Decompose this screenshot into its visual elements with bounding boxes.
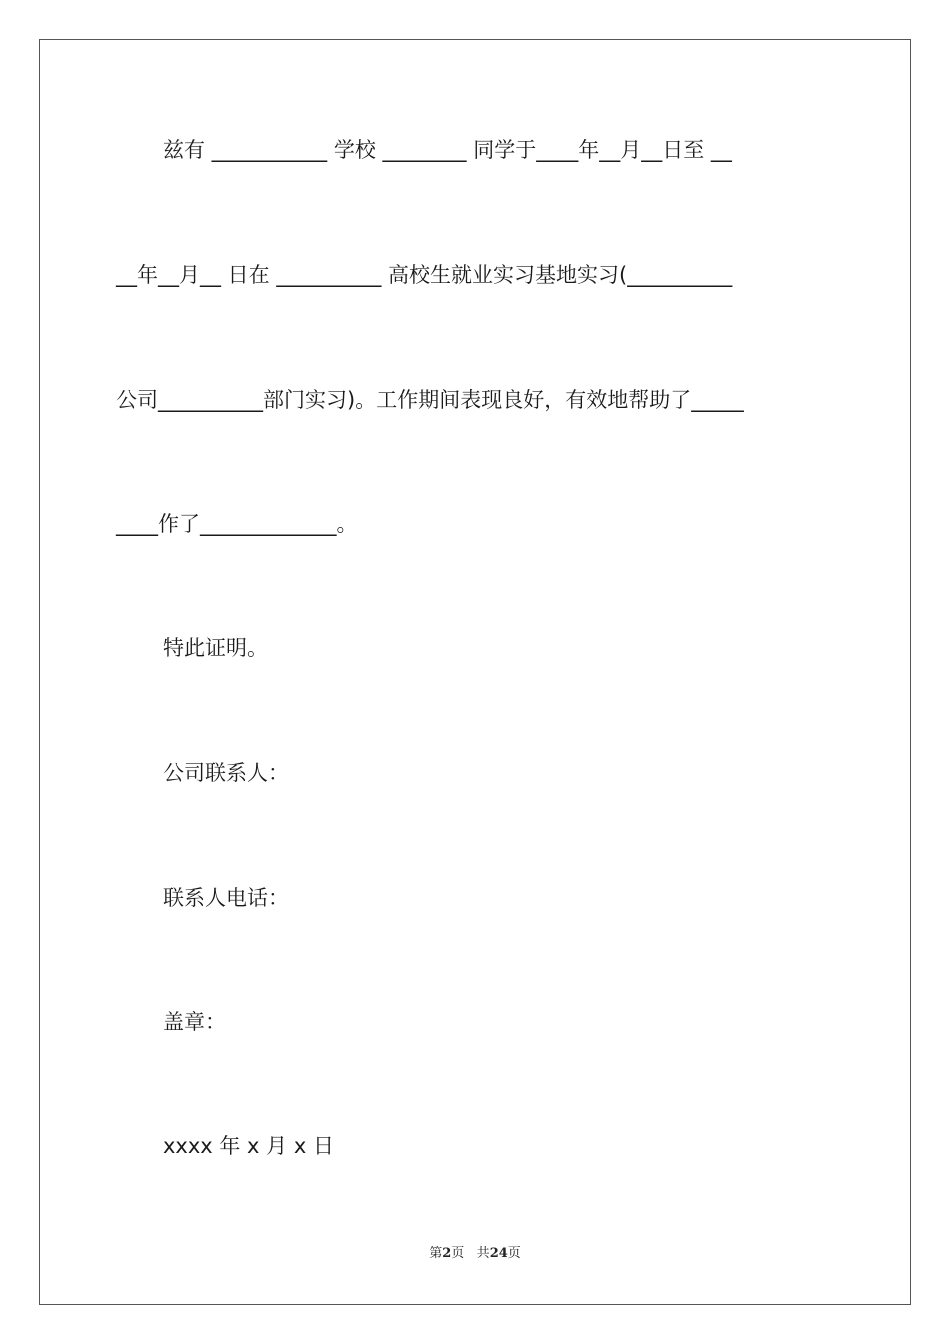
paragraph-line-1: 兹有 ___________ 学校 ________ 同学于____年__月__日至 __ xyxy=(163,138,732,162)
certification-text: 特此证明。 xyxy=(163,636,268,660)
total-prefix: 共 xyxy=(476,1246,490,1261)
paragraph-line-3: 公司__________部门实习)。工作期间表现良好，有效地帮助了_____ xyxy=(116,388,744,412)
company-contact-label: 公司联系人： xyxy=(163,761,289,785)
page-frame xyxy=(39,39,911,1305)
page-suffix: 页 xyxy=(451,1246,465,1261)
contact-phone-label: 联系人电话： xyxy=(163,886,289,910)
paragraph-line-2: __年__月__ 日在 __________ 高校生就业实习基地实习(__________ xyxy=(116,263,733,287)
page-total: 24 xyxy=(489,1246,508,1261)
paragraph-line-4: ____作了_____________。 xyxy=(116,512,358,536)
page-footer xyxy=(0,1245,950,1263)
page-prefix: 第 xyxy=(429,1246,443,1261)
total-suffix: 页 xyxy=(507,1246,521,1261)
page-current: 2 xyxy=(442,1246,452,1261)
date-line: xxxx 年 x 月 x 日 xyxy=(163,1134,334,1158)
seal-label: 盖章： xyxy=(163,1010,226,1034)
